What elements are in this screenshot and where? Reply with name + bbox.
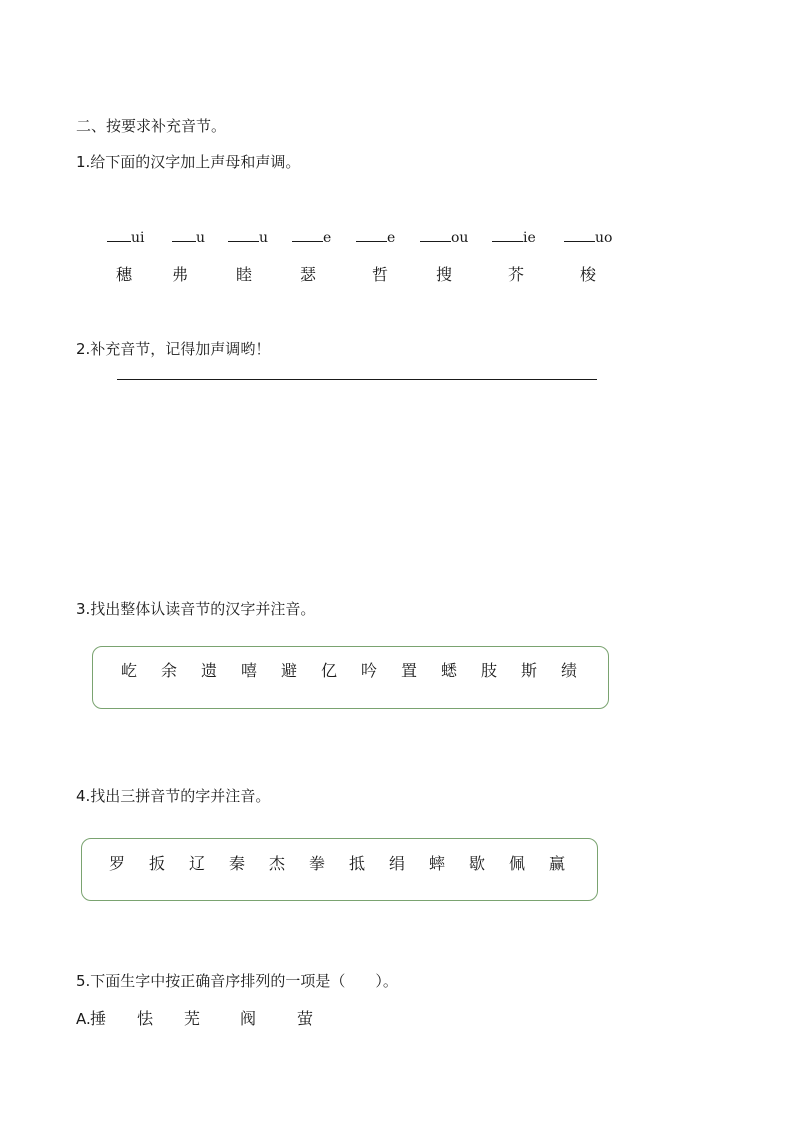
answer-blank[interactable] [564, 228, 595, 242]
answer-blank[interactable] [172, 228, 196, 242]
q3-char-box [92, 646, 609, 709]
answer-blank[interactable] [356, 228, 387, 242]
hanzi-char: 蟀 [429, 854, 446, 873]
q3-title: 3.找出整体认读音节的汉字并注音。 [76, 600, 316, 618]
pinyin-slot [564, 228, 612, 247]
pinyin-final: ui [131, 230, 145, 246]
pinyin-final: e [387, 230, 396, 246]
section-title: 二、按要求补充音节。 [76, 117, 227, 135]
hanzi-char: 蟋 [441, 661, 458, 680]
answer-blank[interactable] [420, 228, 451, 242]
pinyin-slot [172, 228, 205, 247]
answer-blank[interactable] [492, 228, 523, 242]
hanzi-char: 抵 [349, 854, 366, 873]
hanzi-char: 吟 [361, 661, 378, 680]
pinyin-slot [292, 228, 331, 247]
q5-title: 5.下面生字中按正确音序排列的一项是（ ）。 [76, 972, 398, 990]
hanzi-char: 佩 [509, 854, 526, 873]
hanzi-char: 秦 [229, 854, 246, 873]
hanzi-char: 梭 [580, 265, 597, 284]
pinyin-slot [492, 228, 536, 247]
option-label: A. [76, 1010, 91, 1028]
q4-title: 4.找出三拼音节的字并注音。 [76, 787, 271, 805]
hanzi-char: 睦 [236, 265, 253, 284]
q1-title: 1.给下面的汉字加上声母和声调。 [76, 153, 301, 171]
hanzi-char: 辽 [189, 854, 206, 873]
hanzi-char: 遗 [201, 661, 218, 680]
q4-char-box [81, 838, 598, 901]
hanzi-char: 绩 [561, 661, 578, 680]
q1-hanzi-row [0, 265, 794, 287]
q1-pinyin-row [0, 228, 794, 250]
hanzi-char: 扳 [149, 854, 166, 873]
pinyin-slot [420, 228, 468, 247]
pinyin-final: e [323, 230, 332, 246]
hanzi-char: 搜 [436, 265, 453, 284]
hanzi-char: 芜 [184, 1009, 201, 1028]
hanzi-char: 萤 [297, 1009, 314, 1028]
hanzi-char: 芥 [508, 265, 525, 284]
hanzi-char: 哲 [372, 265, 389, 284]
hanzi-char: 拳 [309, 854, 326, 873]
pinyin-final: u [259, 230, 269, 246]
hanzi-char: 赢 [549, 854, 566, 873]
hanzi-char: 余 [161, 661, 178, 680]
hanzi-char: 弗 [172, 265, 189, 284]
pinyin-final: uo [595, 230, 613, 246]
hanzi-char: 捶 [90, 1009, 107, 1028]
hanzi-char: 怯 [137, 1009, 154, 1028]
hanzi-char: 杰 [269, 854, 286, 873]
hanzi-char: 肢 [481, 661, 498, 680]
hanzi-char: 绢 [389, 854, 406, 873]
hanzi-char: 罗 [109, 854, 126, 873]
answer-blank[interactable] [228, 228, 259, 242]
pinyin-final: ie [523, 230, 536, 246]
hanzi-char: 瑟 [300, 265, 317, 284]
answer-line[interactable] [117, 379, 597, 380]
hanzi-char: 亿 [321, 661, 338, 680]
hanzi-char: 置 [401, 661, 418, 680]
pinyin-slot [228, 228, 268, 247]
pinyin-slot [356, 228, 395, 247]
pinyin-final: ou [451, 230, 469, 246]
pinyin-slot [107, 228, 145, 247]
hanzi-char: 屹 [121, 661, 138, 680]
hanzi-char: 斯 [521, 661, 538, 680]
hanzi-char: 嘻 [241, 661, 258, 680]
q2-title: 2.补充音节，记得加声调哟！ [76, 340, 271, 358]
hanzi-char: 阀 [240, 1009, 257, 1028]
pinyin-final: u [196, 230, 206, 246]
q5-option-a[interactable] [76, 1009, 336, 1031]
hanzi-char: 避 [281, 661, 298, 680]
hanzi-char: 歇 [469, 854, 486, 873]
answer-blank[interactable] [107, 228, 131, 242]
answer-blank[interactable] [292, 228, 323, 242]
hanzi-char: 穗 [116, 265, 133, 284]
